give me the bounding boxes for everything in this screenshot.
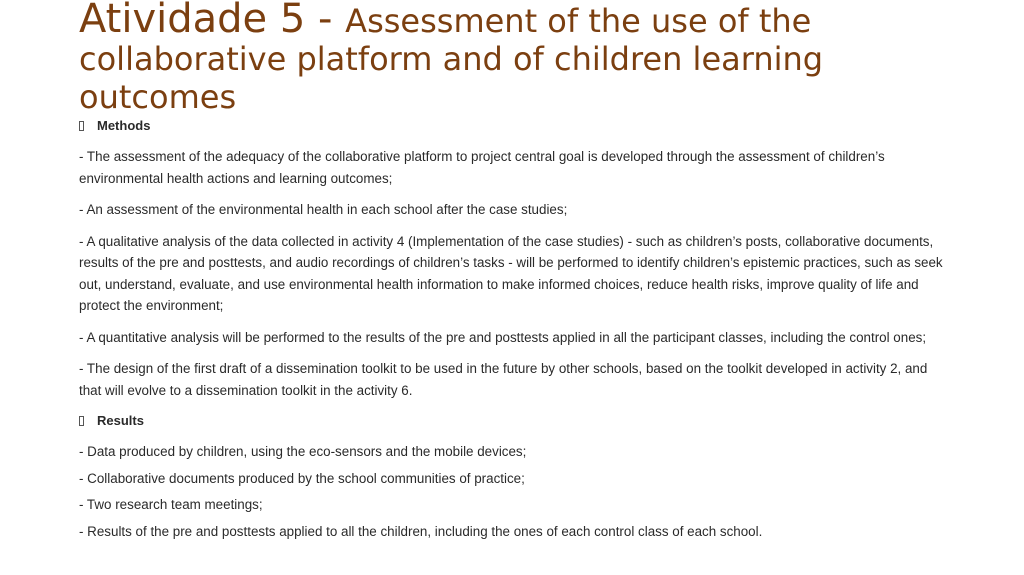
results-item: - Data produced by children, using the eco-sensors and the mobile devices; xyxy=(79,444,527,459)
methods-heading: Methods xyxy=(97,118,151,134)
methods-item: - A qualitative analysis of the data collected in activity 4 (Implementation of the case studies) - such as children’s posts, collaborative documents, results of the pre and posttests, and audio recordings of children’s tasks - will be performed to identify children’s epistemic practices, such as seek out, understand, evaluate, and use environmental health information to make informed choices, reduce health risks, improve quality of life and protect the environment; xyxy=(79,233,943,313)
bullet-marker-icon xyxy=(79,416,84,426)
title-rest: Assessment of the use of the collaborative platform and of children learning outcomes xyxy=(79,2,824,116)
results-item: - Collaborative documents produced by the school communities of practice; xyxy=(79,470,525,486)
methods-bullet xyxy=(79,116,949,136)
methods-item: - A quantitative analysis will be performed to the results of the pre and posttests applied in all the participant classes, including the control ones; xyxy=(79,329,927,345)
results-heading: Results xyxy=(97,413,144,429)
methods-item: - The design of the first draft of a dissemination toolkit to be used in the future by other schools, based on the toolkit developed in activity 2, and that will evolve to a dissemination toolkit in the activity 6. xyxy=(79,361,928,398)
title-lead: Atividade 5 - xyxy=(79,0,346,42)
results-item: - Two research team meetings; xyxy=(79,497,263,512)
results-item: - Results of the pre and posttests applied to all the children, including the ones of each control class of each school. xyxy=(79,523,763,539)
results-bullet xyxy=(79,411,949,431)
slide-body xyxy=(79,116,949,547)
results-section xyxy=(79,411,949,542)
methods-item: - An assessment of the environmental health in each school after the case studies; xyxy=(79,202,568,217)
bullet-marker-icon xyxy=(79,121,84,131)
slide-title xyxy=(79,0,979,116)
methods-item: - The assessment of the adequacy of the collaborative platform to project central goal is developed through the assessment of children’s environmental health actions and learning outcomes; xyxy=(79,149,885,186)
